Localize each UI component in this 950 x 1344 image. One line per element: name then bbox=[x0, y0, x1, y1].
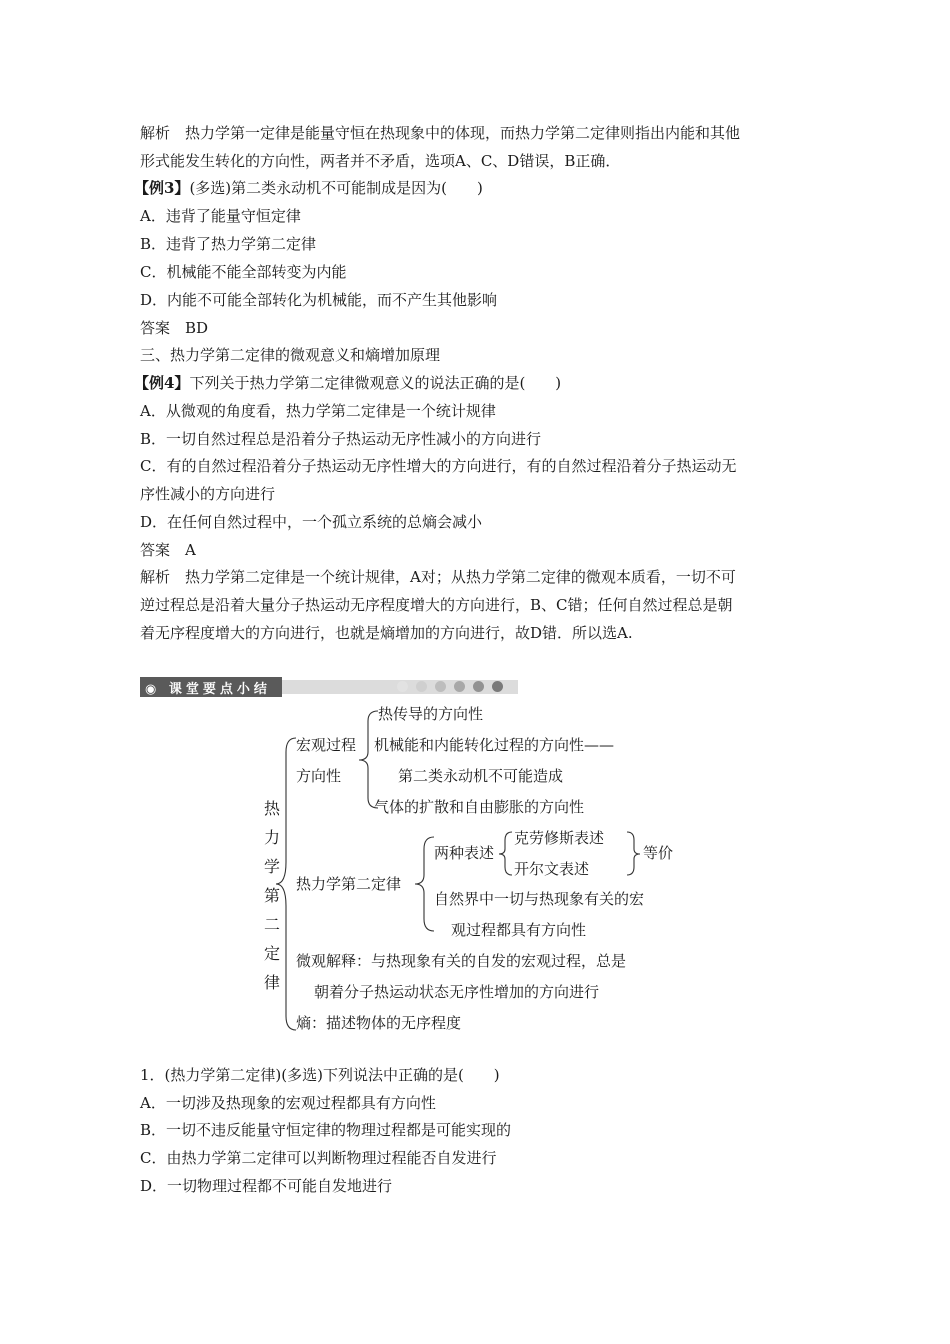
option-c: C．机械能不能全部转变为内能 bbox=[140, 263, 347, 281]
answer-line: 答案 BD bbox=[140, 319, 209, 337]
analysis-line: 着无序程度增大的方向进行，也就是熵增加的方向进行，故D错．所以选A. bbox=[140, 624, 633, 642]
root-char: 学 bbox=[264, 857, 281, 876]
example-4-text: 下列关于热力学第二定律微观意义的说法正确的是( ) bbox=[189, 374, 562, 392]
option-c: C．有的自然过程沿着分子热运动无序性增大的方向进行，有的自然过程沿着分子热运动无 bbox=[140, 457, 737, 475]
law-label: 热力学第二定律 bbox=[296, 875, 402, 893]
root-char: 力 bbox=[264, 828, 281, 847]
equivalent-label: 等价 bbox=[643, 844, 674, 862]
option-d: D．内能不可能全部转化为机械能，而不产生其他影响 bbox=[140, 291, 498, 309]
option-a: A．一切涉及热现象的宏观过程都具有方向性 bbox=[140, 1094, 436, 1112]
root-char: 第 bbox=[264, 886, 281, 905]
option-d: D．一切物理过程都不可能自发地进行 bbox=[140, 1177, 393, 1195]
macro-label: 宏观过程 bbox=[296, 736, 357, 754]
root-char: 热 bbox=[264, 799, 281, 818]
option-b: B．一切不违反能量守恒定律的物理过程都是可能实现的 bbox=[140, 1121, 512, 1139]
macro-brace bbox=[359, 711, 378, 808]
answer-line: 答案 A bbox=[140, 541, 196, 559]
micro-explanation-cont: 朝着分子热运动状态无序性增加的方向进行 bbox=[314, 983, 600, 1001]
example-3-tag: 【例3】 bbox=[134, 179, 190, 197]
option-d: D．在任何自然过程中，一个孤立系统的总熵会减小 bbox=[140, 513, 483, 531]
law-brace bbox=[415, 837, 434, 931]
macro-label-cont: 方向性 bbox=[296, 767, 342, 785]
macro-item: 气体的扩散和自由膨胀的方向性 bbox=[374, 798, 585, 816]
statements-brace-left bbox=[499, 832, 512, 875]
example-3-text: (多选)第二类永动机不可能制成是因为( ) bbox=[189, 179, 483, 197]
exercise-1-stem: 1．(热力学第二定律)(多选)下列说法中正确的是( ) bbox=[140, 1066, 500, 1084]
root-char: 律 bbox=[264, 973, 281, 992]
statements-brace-right bbox=[627, 832, 640, 875]
option-b: B．一切自然过程总是沿着分子热运动无序性减小的方向进行 bbox=[140, 430, 542, 448]
macro-item: 机械能和内能转化过程的方向性—— bbox=[374, 736, 615, 754]
text-line: 形式能发生转化的方向性，两者并不矛盾，选项A、C、D错误，B正确． bbox=[140, 152, 621, 170]
clausius-statement: 克劳修斯表述 bbox=[514, 829, 605, 847]
banner-title: ◉ 课堂要点小结 bbox=[145, 682, 271, 697]
macro-item: 第二类永动机不可能造成 bbox=[398, 767, 564, 785]
macro-item: 热传导的方向性 bbox=[378, 705, 484, 723]
section-heading: 三、热力学第二定律的微观意义和熵增加原理 bbox=[140, 346, 441, 364]
option-a: A．违背了能量守恒定律 bbox=[140, 207, 301, 225]
nature-statement-cont: 观过程都具有方向性 bbox=[451, 921, 587, 939]
two-statements-label: 两种表述 bbox=[434, 844, 495, 862]
root-char: 定 bbox=[264, 944, 281, 963]
entropy-definition: 熵：描述物体的无序程度 bbox=[296, 1014, 462, 1032]
text-line: 解析 热力学第一定律是能量守恒在热现象中的体现，而热力学第二定律则指出内能和其他 bbox=[140, 124, 741, 142]
root-char: 二 bbox=[264, 915, 281, 934]
option-c: C．由热力学第二定律可以判断物理过程能否自发进行 bbox=[140, 1149, 497, 1167]
analysis-line: 逆过程总是沿着大量分子热运动无序程度增大的方向进行，B、C错；任何自然过程总是朝 bbox=[140, 596, 733, 614]
micro-explanation: 微观解释：与热现象有关的自发的宏观过程，总是 bbox=[296, 952, 627, 970]
example-4-tag: 【例4】 bbox=[134, 374, 190, 392]
analysis-line: 解析 热力学第二定律是一个统计规律，A对；从热力学第二定律的微观本质看，一切不可 bbox=[140, 568, 736, 586]
option-a: A．从微观的角度看，热力学第二定律是一个统计规律 bbox=[140, 402, 496, 420]
option-b: B．违背了热力学第二定律 bbox=[140, 235, 317, 253]
option-c-cont: 序性减小的方向进行 bbox=[140, 485, 276, 503]
nature-statement: 自然界中一切与热现象有关的宏 bbox=[434, 890, 645, 908]
kelvin-statement: 开尔文表述 bbox=[514, 860, 590, 878]
